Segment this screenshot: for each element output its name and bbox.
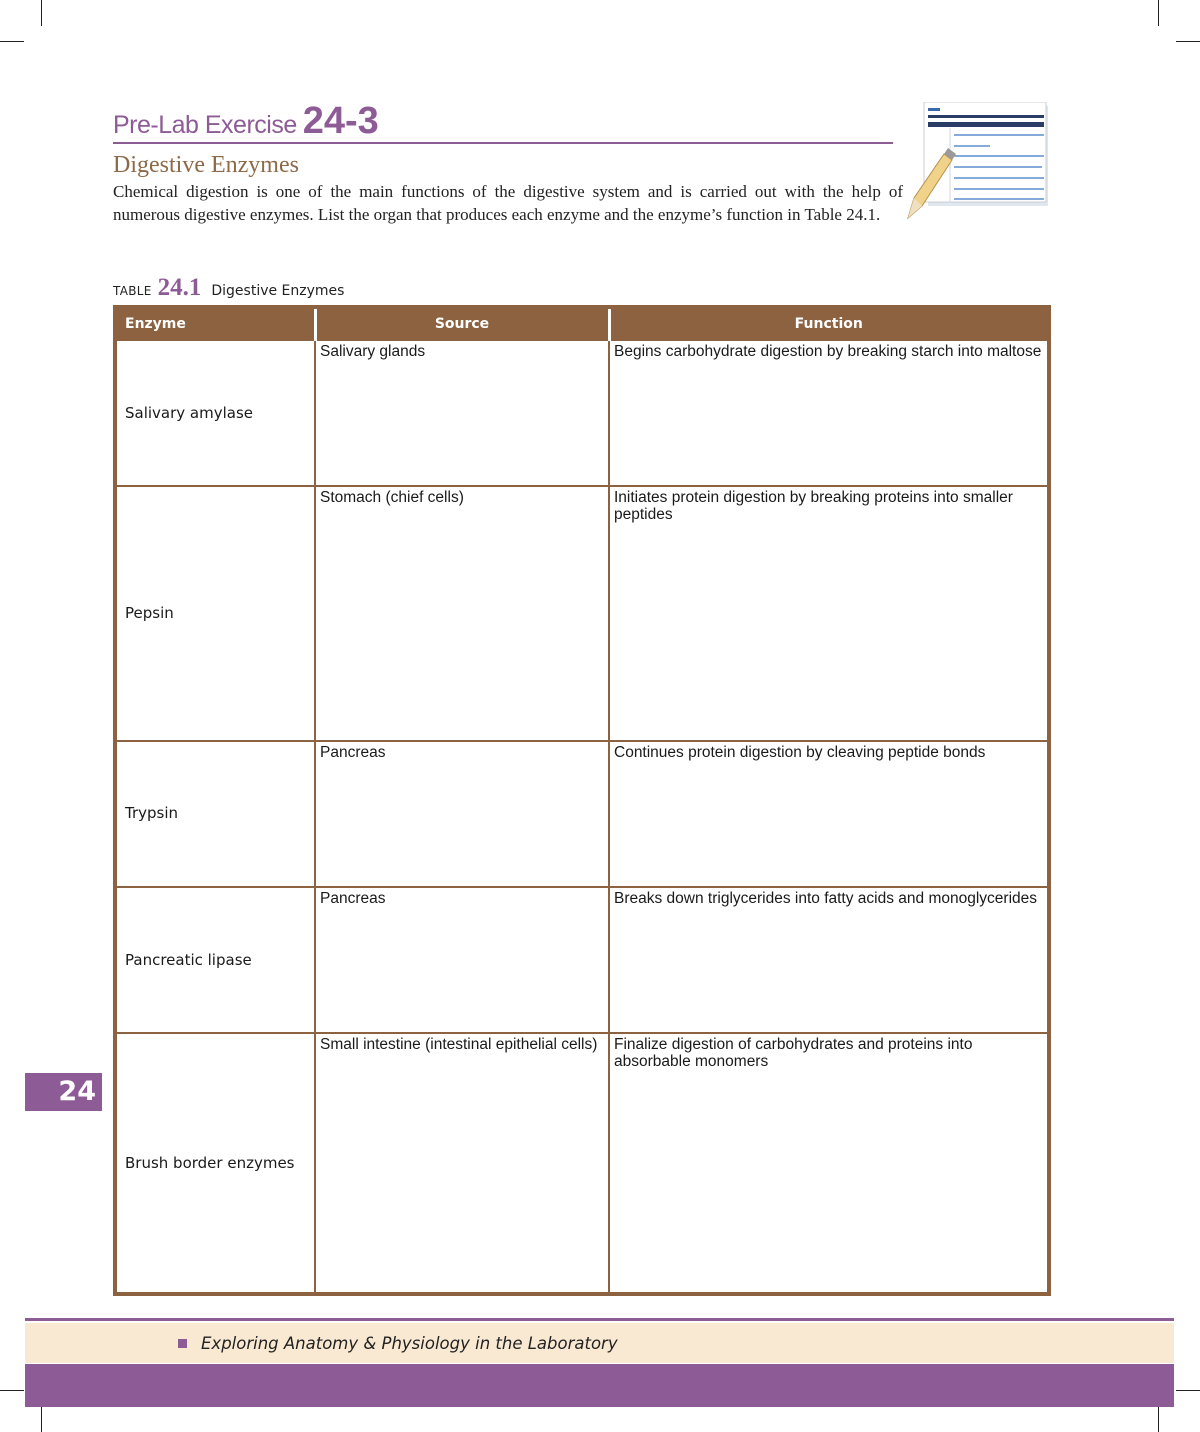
source-cell[interactable]: Pancreas xyxy=(315,887,609,1033)
table-row xyxy=(115,1033,1049,1294)
footer-book-title: Exploring Anatomy & Physiology in the Laboratory xyxy=(201,1334,618,1353)
table-header-row xyxy=(115,307,1049,340)
intro-paragraph: Chemical digestion is one of the main functions of the digestive system and is carried out with the help of numerous digestive enzymes. List the organ that produces each enzyme and the enzyme’s function in Table 24.1. xyxy=(113,182,903,224)
crop-mark xyxy=(1176,1390,1200,1391)
crop-mark xyxy=(1176,41,1200,42)
column-header-function: Function xyxy=(609,307,1049,340)
table-row xyxy=(115,741,1049,887)
table-row xyxy=(115,486,1049,740)
source-cell[interactable]: Pancreas xyxy=(315,741,609,887)
chapter-tab: 24 xyxy=(25,1073,102,1111)
enzyme-cell: Pancreatic lipase xyxy=(115,887,315,1033)
table-caption-title: Digestive Enzymes xyxy=(211,283,345,299)
crop-mark xyxy=(41,1406,42,1432)
footer-running-head xyxy=(178,1334,618,1353)
function-cell[interactable]: Begins carbohydrate digestion by breaking starch into maltose xyxy=(609,340,1049,486)
enzyme-cell: Salivary amylase xyxy=(115,340,315,486)
crop-mark xyxy=(0,41,24,42)
function-cell[interactable]: Breaks down triglycerides into fatty acids and monoglycerides xyxy=(609,887,1049,1033)
clipboard-pencil-icon xyxy=(900,102,1052,222)
exercise-number: 24-3 xyxy=(302,100,379,142)
function-cell[interactable]: Initiates protein digestion by breaking proteins into smaller peptides xyxy=(609,486,1049,740)
source-cell[interactable]: Small intestine (intestinal epithelial cells) xyxy=(315,1033,609,1294)
crop-mark xyxy=(41,0,42,26)
footer-bar xyxy=(25,1364,1174,1407)
table-row xyxy=(115,340,1049,486)
function-cell[interactable]: Continues protein digestion by cleaving peptide bonds xyxy=(609,741,1049,887)
enzyme-cell: Trypsin xyxy=(115,741,315,887)
crop-mark xyxy=(1158,0,1159,26)
enzyme-cell: Pepsin xyxy=(115,486,315,740)
crop-mark xyxy=(1158,1406,1159,1432)
title-rule xyxy=(113,142,893,144)
section-title: Digestive Enzymes xyxy=(113,152,299,178)
table-caption xyxy=(113,274,344,302)
table-row xyxy=(115,887,1049,1033)
table-caption-number: 24.1 xyxy=(157,274,202,301)
source-cell[interactable]: Stomach (chief cells) xyxy=(315,486,609,740)
function-cell[interactable]: Finalize digestion of carbohydrates and proteins into absorbable monomers xyxy=(609,1033,1049,1294)
column-header-source: Source xyxy=(315,307,609,340)
table-caption-word: TABLE xyxy=(113,284,152,298)
exercise-label: Pre-Lab Exercise xyxy=(113,111,297,139)
source-cell[interactable]: Salivary glands xyxy=(315,340,609,486)
column-header-enzyme: Enzyme xyxy=(115,307,315,340)
enzymes-table xyxy=(113,305,1051,1296)
square-bullet-icon xyxy=(178,1339,187,1348)
crop-mark xyxy=(0,1390,24,1391)
enzyme-cell: Brush border enzymes xyxy=(115,1033,315,1294)
footer-rule xyxy=(25,1318,1174,1321)
exercise-title xyxy=(113,100,379,143)
